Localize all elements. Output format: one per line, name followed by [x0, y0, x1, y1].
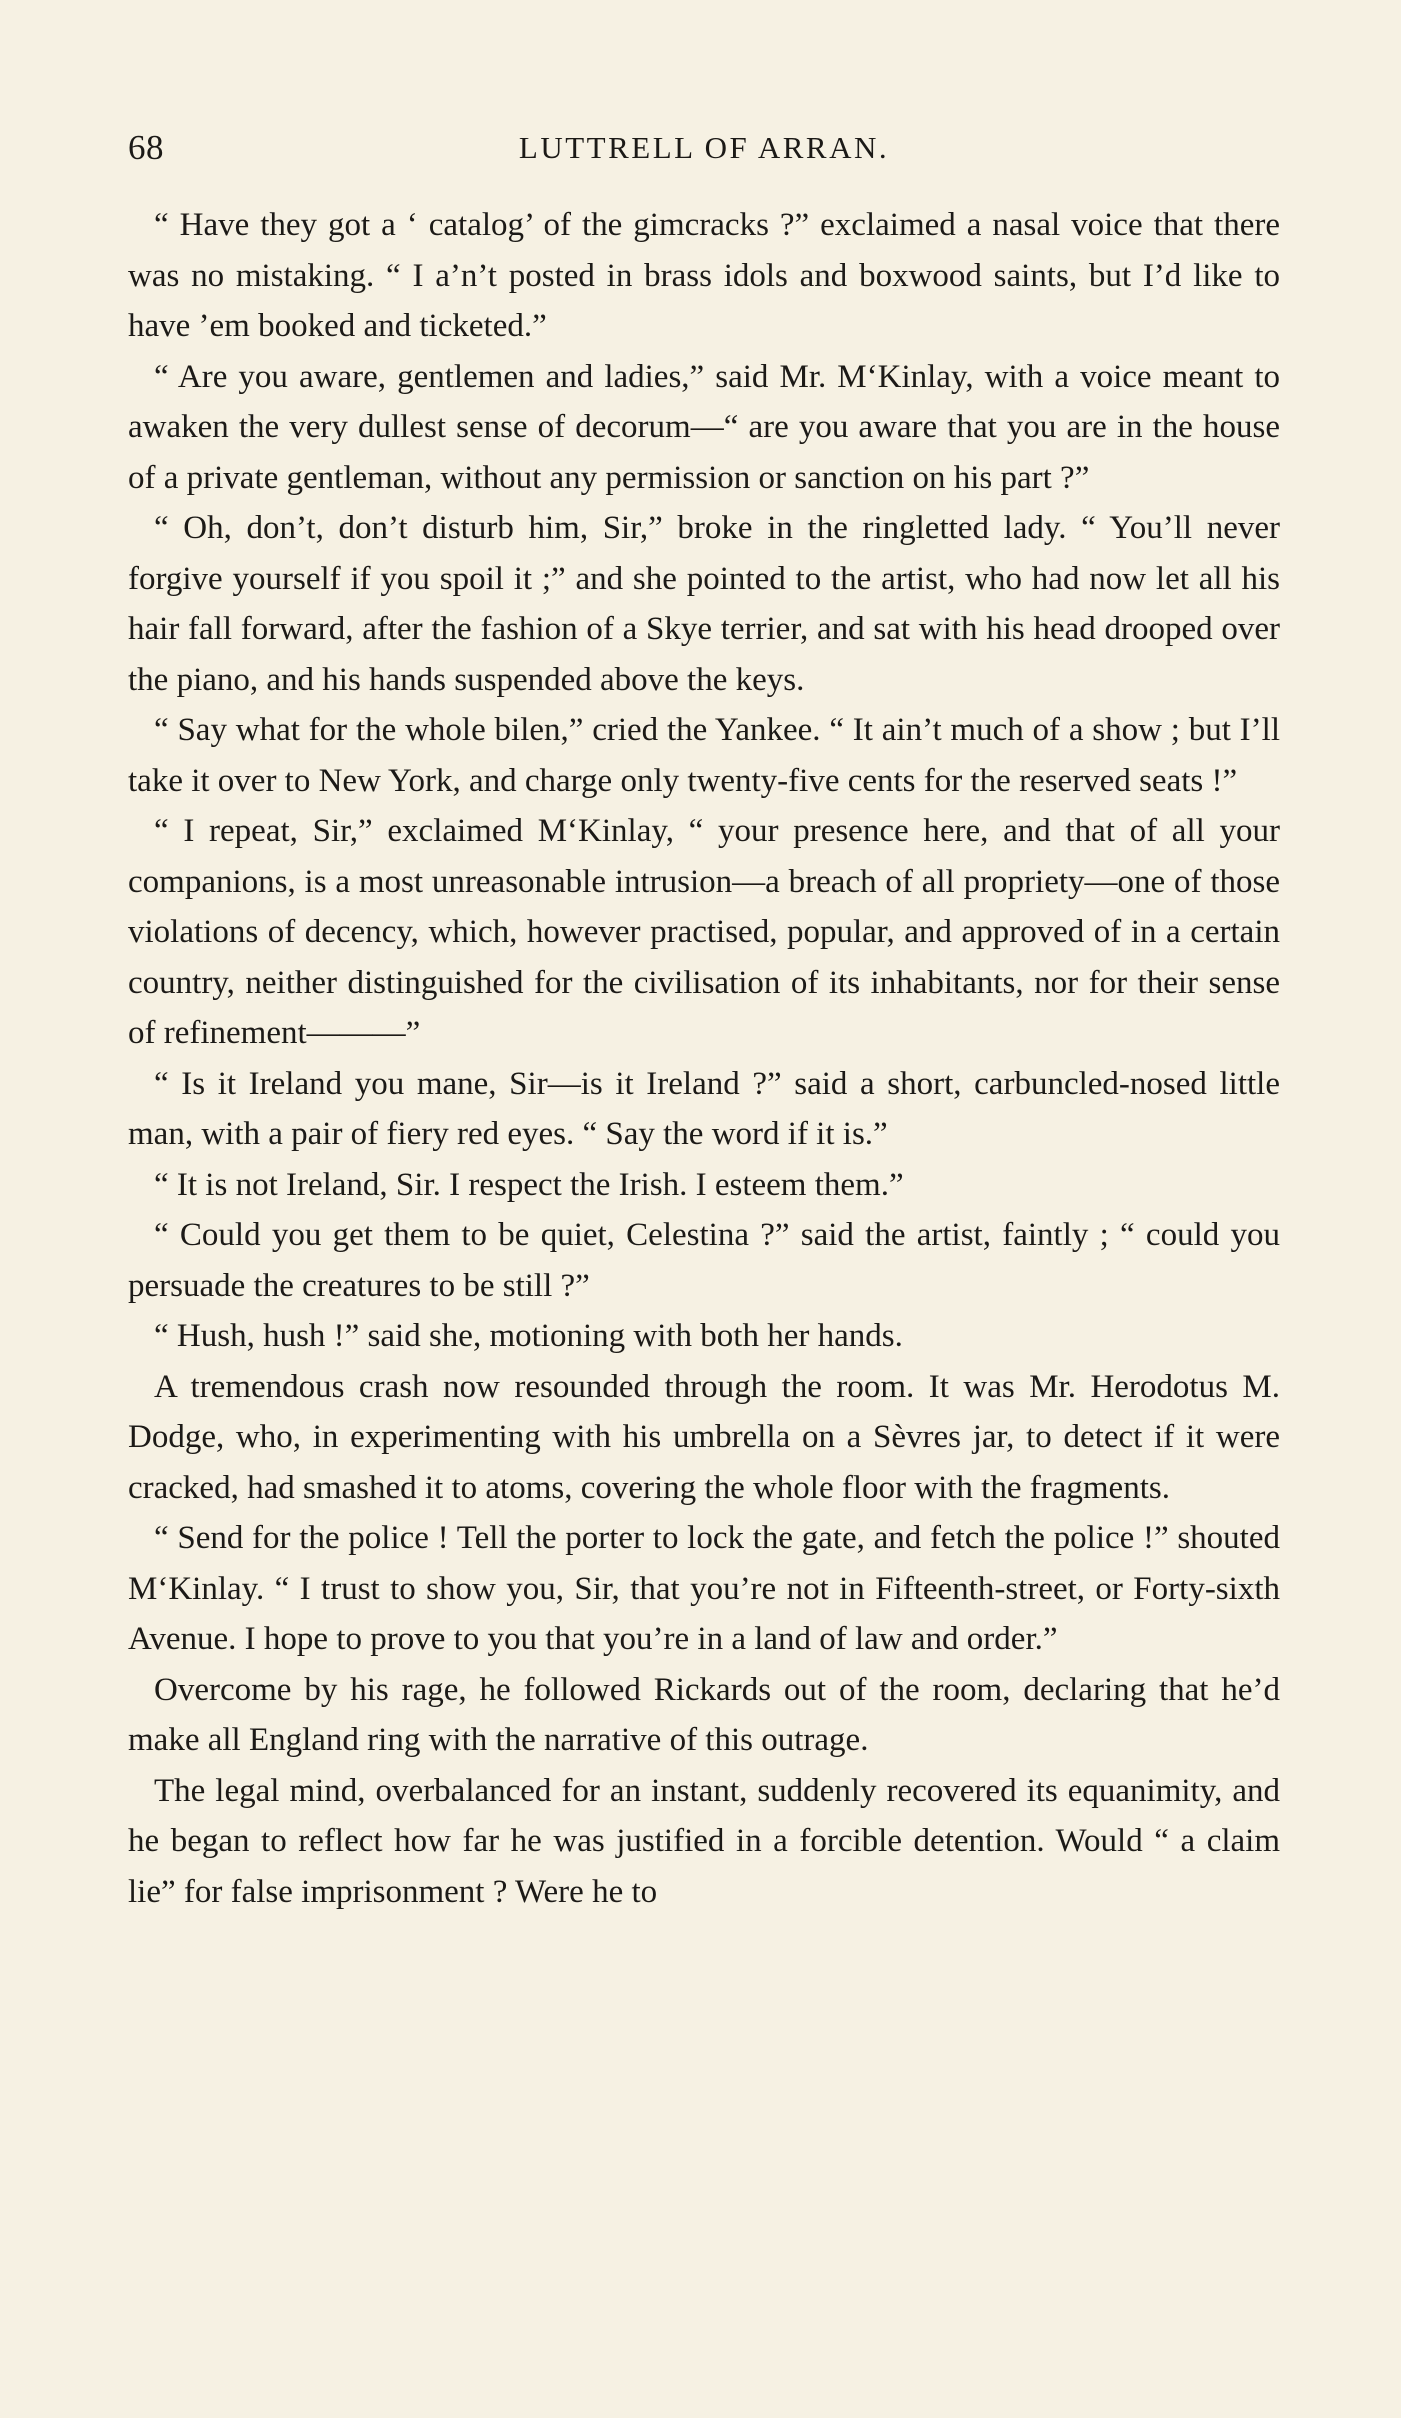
paragraph: “ Is it Ireland you mane, Sir—is it Ireland ?” said a short, carbuncled-nosed little man, with a pair of fiery red eyes. “ Say the word if it is.” — [128, 1065, 1280, 1152]
text-body — [128, 200, 1280, 1917]
paragraph: “ It is not Ireland, Sir. I respect the Irish. I esteem them.” — [154, 1166, 904, 1203]
paragraph: “ Have they got a ‘ catalog’ of the gimcracks ?” exclaimed a nasal voice that there was no mistaking. “ I a’n’t posted in brass idols and boxwood saints, but I’d like to have ’em booked and ticketed.” — [128, 207, 1280, 344]
paragraph: “ Send for the police ! Tell the porter to lock the gate, and fetch the police !” shouted M‘Kinlay. “ I trust to show you, Sir, that you’re not in Fifteenth-street, or Forty-sixth Avenue. I hope to prove to you that you’re in a land of law and order.” — [128, 1520, 1280, 1657]
paragraph: “ Could you get them to be quiet, Celestina ?” said the artist, faintly ; “ could you persuade the creatures to be still ?” — [128, 1217, 1280, 1304]
page-number: 68 — [128, 128, 164, 167]
paragraph: “ Hush, hush !” said she, motioning with both her hands. — [154, 1318, 903, 1354]
paragraph: “ I repeat, Sir,” exclaimed M‘Kinlay, “ your presence here, and that of all your companions, is a most unreasonable intrusion—a breach of all propriety—one of those violations of decency, which, however practised, popular, and approved of in a certain country, neither distinguished for the civilisation of its inhabitants, nor for their sense of refinement———” — [128, 813, 1280, 1051]
paragraph: The legal mind, overbalanced for an instant, suddenly recovered its equanimity, and he began to reflect how far he was justified in a forcible detention. Would “ a claim lie” for false imprisonment ? Were he to — [128, 1772, 1280, 1910]
paragraph: A tremendous crash now resounded through the room. It was Mr. Herodotus M. Dodge, who, in experimenting with his umbrella on a Sèvres jar, to detect if it were cracked, had smashed it to atoms, covering the whole floor with the fragments. — [128, 1368, 1280, 1506]
paragraph: “ Oh, don’t, don’t disturb him, Sir,” broke in the ringletted lady. “ You’ll never forgive yourself if you spoil it ;” and she pointed to the artist, who had now let all his hair fall forward, after the fashion of a Skye terrier, and sat with his head drooped over the piano, and his hands suspended above the keys. — [128, 510, 1280, 698]
paragraph: “ Are you aware, gentlemen and ladies,” said Mr. M‘Kinlay, with a voice meant to awaken the very dullest sense of decorum—“ are you aware that you are in the house of a private gentleman, without any permission or sanction on his part ?” — [128, 358, 1280, 496]
running-head — [128, 128, 1280, 174]
paragraph: “ Say what for the whole bilen,” cried the Yankee. “ It ain’t much of a show ; but I’ll take it over to New York, and charge only twenty-five cents for the reserved seats !” — [128, 712, 1280, 799]
page-header-title: LUTTRELL OF ARRAN. — [518, 130, 890, 165]
paragraph: Overcome by his rage, he followed Rickards out of the room, declaring that he’d make all England ring with the narrative of this outrage. — [128, 1671, 1280, 1758]
